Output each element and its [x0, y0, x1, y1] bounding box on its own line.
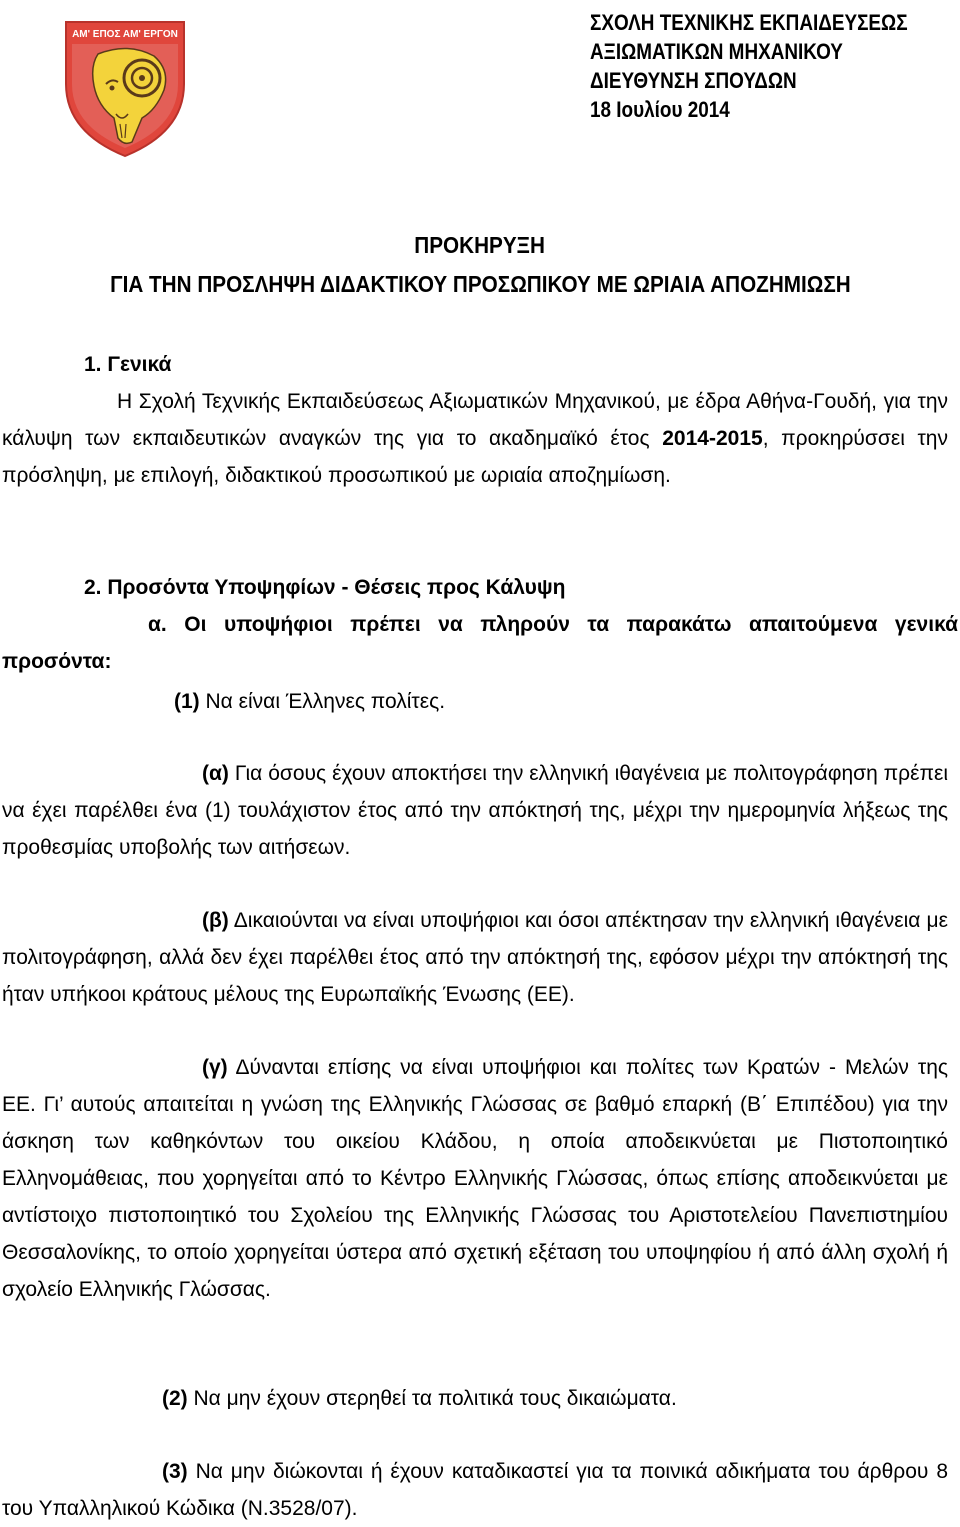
document-subtitle: ΓΙΑ ΤΗΝ ΠΡΟΣΛΗΨΗ ΔΙΔΑΚΤΙΚΟΥ ΠΡΟΣΩΠΙΚΟΥ ΜΕ ΩΡΙΑΙΑ ΑΠΟΖΗΜΙΩΣΗ — [109, 271, 851, 297]
institution-header — [590, 8, 908, 124]
section-2-heading: 2. Προσόντα Υποψηφίων - Θέσεις προς Κάλυψη — [84, 576, 566, 599]
document-title: ΠΡΟΚΗΡΥΞΗ — [414, 232, 546, 258]
header-date: 18 Ιουλίου 2014 — [590, 97, 730, 122]
item-3: (3) Να μην διώκονται ή έχουν καταδικαστεί για τα ποινικά αδικήματα του άρθρου 8 του Υπαλληλικού Κώδικα (Ν.3528/07). — [2, 1460, 948, 1520]
header-line-1: ΣΧΟΛΗ ΤΕΧΝΙΚΗΣ ΕΚΠΑΙΔΕΥΣΕΩΣ — [590, 10, 908, 35]
item-1-c: (γ) Δύνανται επίσης να είναι υποψήφιοι και πολίτες των Κρατών - Μελών της ΕΕ. Γι’ αυτούς απαιτείται η γνώση της Ελληνικής Γλώσσας σε βαθμό επαρκή (Β΄ Επιπέδου) για την άσκηση των καθηκόντων του οικείου Κλάδου, η οποία αποδεικνύεται με Πιστοποιητικό Ελληνομάθειας, που χορηγείται από το Κέντρο Ελληνικής Γλώσσας, όπως επίσης αποδεικνύεται με αντίστοιχο πιστοποιητικό του Σχολείου της Ελληνικής Γλώσσας του Αριστοτελείου Πανεπιστημίου Θεσσαλονίκης, το οποίο χορηγείται ύστερα από σχετική εξέταση του υποψηφίου ή από άλλη σχολή ή σχολείο Ελληνικής Γλώσσας. — [2, 1056, 948, 1301]
school-emblem-icon — [58, 14, 192, 160]
section-2-sub-a: α. Οι υποψήφιοι πρέπει να πληρούν τα παρακάτω απαιτούμενα γενικά προσόντα: — [2, 613, 958, 673]
item-1-a: (α) Για όσους έχουν αποκτήσει την ελληνική ιθαγένεια με πολιτογράφηση πρέπει να έχει παρέλθει ένα (1) τουλάχιστον έτος από την απόκτησή της, μέχρι την ημερομηνία λήξεως της προθεσμίας υποβολής των αιτήσεων. — [2, 762, 948, 859]
header-line-3: ΔΙΕΥΘΥΝΣΗ ΣΠΟΥΔΩΝ — [590, 68, 797, 93]
header-line-2: ΑΞΙΩΜΑΤΙΚΩΝ ΜΗΧΑΝΙΚΟΥ — [590, 39, 843, 64]
item-1-b: (β) Δικαιούνται να είναι υποψήφιοι και όσοι απέκτησαν την ελληνική ιθαγένεια με πολιτογράφηση, αλλά δεν έχει παρέλθει έτος από την απόκτησή της, εφόσον μέχρι την απόκτησή της ήταν υπήκοοι κράτους μέλους της Ευρωπαϊκής Ένωσης (ΕΕ). — [2, 909, 948, 1006]
section-1-heading: 1. Γενικά — [84, 353, 172, 376]
item-2: (2) Να μην έχουν στερηθεί τα πολιτικά τους δικαιώματα. — [162, 1387, 677, 1410]
emblem-motto: ΑΜ' ΕΠΟΣ ΑΜ' ΕΡΓΟΝ — [72, 29, 178, 40]
item-1: (1) Να είναι Έλληνες πολίτες. — [174, 690, 446, 713]
section-1-body: Η Σχολή Τεχνικής Εκπαιδεύσεως Αξιωματικών Μηχανικού, με έδρα Αθήνα-Γουδή, για την κάλυψη των εκπαιδευτικών αναγκών της για το ακαδημαϊκό έτος 2014-2015, προκηρύσσει την πρόσληψη, με επιλογή, διδακτικού προσωπικού με ωριαία αποζημίωση. — [2, 390, 948, 487]
